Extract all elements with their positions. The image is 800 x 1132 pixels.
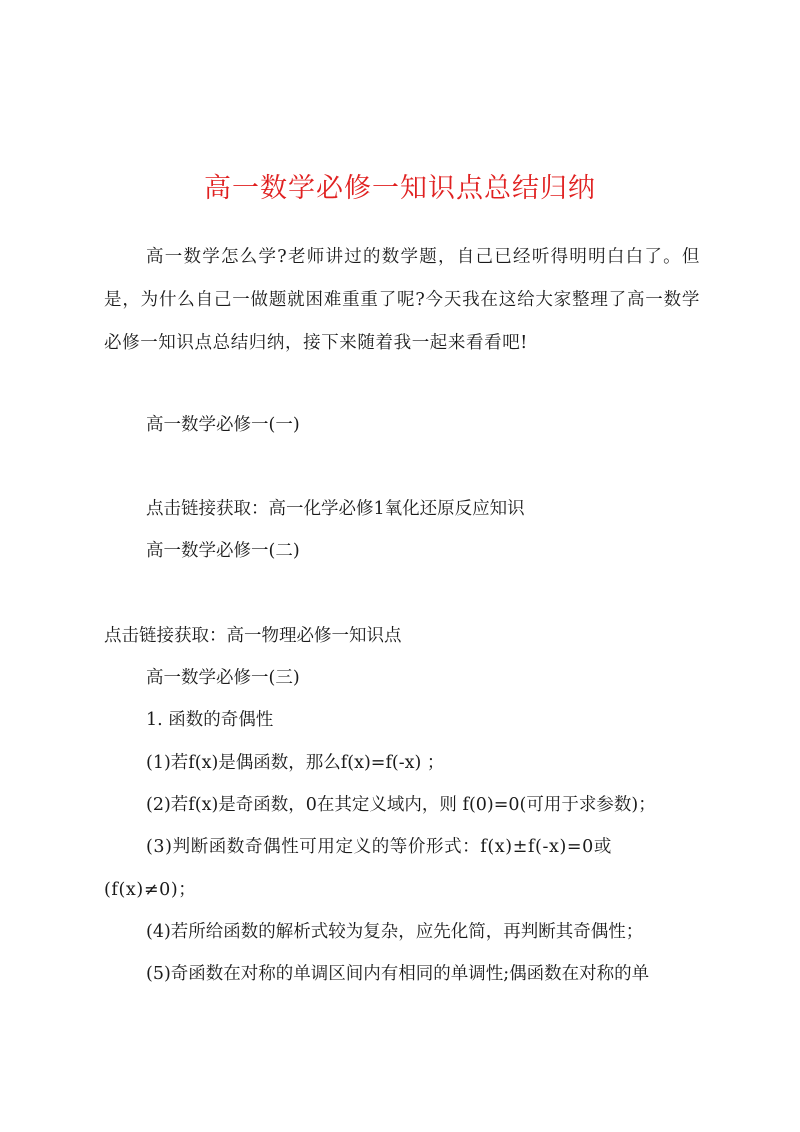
document-title: 高一数学必修一知识点总结归纳 [204,173,596,204]
rule-simplify: (4)若所给函数的解析式较为复杂，应先化简，再判断其奇偶性； [146,922,644,942]
link-chemistry[interactable]: 点击链接获取：高一化学必修1氧化还原反应知识 [146,499,525,519]
item-heading-parity: 1. 函数的奇偶性 [146,710,274,730]
rule-odd-function: (2)若f(x)是奇函数，0在其定义域内，则 f(0)=0(可用于求参数)； [146,795,656,815]
rule-monotonicity: (5)奇函数在对称的单调区间内有相同的单调性;偶函数在对称的单 [146,964,650,984]
rule-even-function: (1)若f(x)是偶函数，那么f(x)=f(-x) ； [146,753,445,773]
rule-equivalent-form: (3)判断函数奇偶性可用定义的等价形式：f(x)±f(-x)=0或 (f(x)≠0)； [104,837,612,900]
section-heading-3: 高一数学必修一(三) [146,668,300,688]
section-heading-1: 高一数学必修一(一) [146,415,300,435]
section-heading-2: 高一数学必修一(二) [146,541,300,561]
intro-paragraph: 高一数学怎么学?老师讲过的数学题，自己已经听得明明白白了。但是，为什么自己一做题就困难重重了呢?今天我在这给大家整理了高一数学必修一知识点总结归纳，接下来随着我一起来看看吧! [104,247,700,353]
link-physics[interactable]: 点击链接获取：高一物理必修一知识点 [104,626,402,646]
